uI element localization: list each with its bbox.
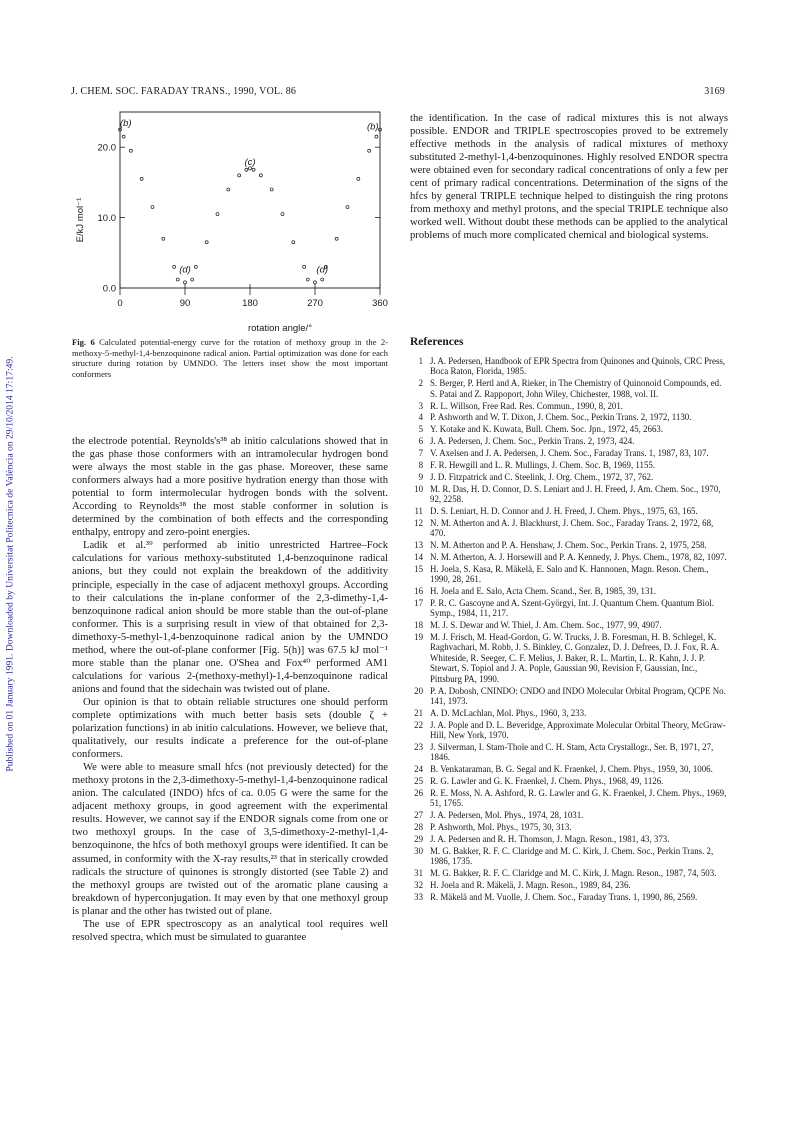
reference-number: 16: [414, 585, 423, 596]
chart-annotations: [120, 118, 379, 275]
data-point: [314, 281, 317, 284]
potential-energy-chart: [72, 110, 392, 335]
reference-number: 31: [414, 868, 423, 879]
reference-item: [410, 880, 728, 890]
data-point: [151, 206, 154, 209]
page-header: [71, 86, 725, 97]
reference-item: [410, 708, 728, 718]
reference-text: J. Silverman, I. Stam-Thole and C. H. Stam, Acta Crystallogr., Ser. B, 1971, 27, 1846.: [430, 742, 714, 763]
reference-text: P. R. C. Gascoyne and A. Szent-Györgyi, Int. J. Quantum Chem. Quantum Biol. Symp., 1984, 11, 217.: [430, 597, 715, 619]
data-point: [357, 177, 360, 180]
reference-text: A. D. McLachlan, Mol. Phys., 1960, 3, 233.: [430, 707, 587, 718]
data-point: [238, 174, 241, 177]
reference-number: 4: [418, 412, 423, 423]
data-point: [346, 206, 349, 209]
reference-item: [410, 846, 728, 867]
y-tick-label: 20.0: [97, 142, 116, 154]
reference-number: 10: [414, 483, 423, 494]
paragraph-2: Ladik et al.³⁹ performed ab initio unrestricted Hartree–Fock calculations for various methoxy-substituted 1,4-benzoquinone radical anions, but they could not explain the breakdown of the additivity principle, especially in the case of adjacent methoxyl groups. According to their calculations the in-plane conformer of the 2,3-dimethy-1,4-benzoquinone radical anion should be more stable than the out-of-plane conformer. This is a surprising result in view of that obtained for 2,3-dimethoxy-5-methyl-1,4-benzoquinone radical anion by the UMNDO method, where the out-of-plane conformer [Fig. 5(h)] was 67.5 kJ mol⁻¹ more stable than the planar one. O'Shea and Fox⁴⁰ performed AM1 calculations for various 2-(methoxy-methyl)-1,4-benzoquinone radical anions and found that the sidechain was twisted out of plane.: [72, 540, 388, 695]
reference-text: P. A. Dobosh, CNINDO: CNDO and INDO Molecular Orbital Program, QCPE No. 141, 1973.: [430, 685, 726, 707]
reference-item: [410, 506, 728, 516]
reference-text: R. E. Moss, N. A. Ashford, R. G. Lawler and G. K. Fraenkel, J. Chem. Phys., 1969, 51, 1765.: [430, 787, 727, 809]
reference-item: [410, 564, 728, 585]
reference-text: J. A. Pedersen, J. Chem. Soc., Perkin Trans. 2, 1973, 424.: [430, 436, 635, 447]
reference-item: [410, 540, 728, 550]
reference-number: 23: [414, 742, 423, 752]
reference-item: [410, 484, 728, 505]
reference-item: [410, 412, 728, 422]
reference-number: 17: [414, 597, 423, 608]
reference-number: 11: [414, 505, 423, 516]
journal-citation: J. CHEM. SOC. FARADAY TRANS., 1990, VOL. 86: [71, 86, 297, 97]
figure-caption: [72, 337, 388, 379]
data-point: [335, 237, 338, 240]
reference-item: [410, 834, 728, 844]
reference-item: [410, 518, 728, 539]
right-column-text: [410, 112, 728, 242]
reference-text: J. A. Pedersen, Mol. Phys., 1974, 28, 1031.: [430, 810, 584, 821]
reference-text: N. M. Atherton and P. A. Henshaw, J. Chem. Soc., Perkin Trans. 2, 1975, 258.: [430, 539, 707, 550]
conformer-label: (d): [179, 264, 191, 276]
reference-text: M. G. Bakker, R. F. C. Claridge and M. C. Kirk, J. Magn. Reson., 1987, 74, 503.: [430, 868, 717, 879]
reference-text: M. J. Frisch, M. Head-Gordon, G. W. Trucks, J. B. Foresman, H. B. Schlegel, K. Raghvachari, M. Robb, J. S. Binkley, C. Gonzalez, D. J. Defrees, D. J. Fox, R. A. Whiteside, R. Seeger, C. F. Melius, J. Baker, R. L. Martin, L. R. Kahn, J. J. P. Stewart, S. Topiol and J. A. Pople, Gaussian 90, Revision F, Gaussian, Inc., Pittsburg PA, 1990.: [430, 631, 720, 684]
reference-number: 14: [414, 551, 423, 562]
chart-ticks: [98, 143, 388, 309]
reference-number: 12: [414, 517, 423, 528]
paragraph-4: We were able to measure small hfcs (not previously detected) for the methoxy protons in the 2,3-dimethoxy-5-methyl-1,4-benzoquinone radical anion. The calculated (INDO) hfcs of ca. 0.05 G were the same for the adjacent methoxy groups, in good agreement with the experimental results. However, we cannot say if the ENDOR signals come from one or two methoxyl groups. In the case of 3,5-dimethoxy-2-methyl-1,4-benzoquinone, the hfcs of both methoxyl groups were identified. It can be assumed, in conformity with the X-ray results,²³ that in sterically crowded radicals the structure of quinones is strongly distorted (see Table 2) and the methoxyl groups are twisted out of the aromatic plane causing a breakdown of hyperconjugation. It may even by that one methoxyl group is planar and the other has twisted out of plane.: [72, 762, 388, 917]
x-tick-label: 0: [117, 298, 123, 309]
page-number: 3169: [704, 86, 725, 97]
reference-item: [410, 810, 728, 820]
reference-number: 6: [418, 436, 423, 447]
download-notice-sidebar: [0, 0, 20, 1129]
data-point: [191, 278, 194, 281]
chart-axes: [120, 112, 380, 288]
reference-item: [410, 448, 728, 458]
reference-number: 7: [418, 447, 423, 458]
conformer-label: (b): [119, 118, 132, 130]
reference-text: S. Berger, P. Hertl and A. Rieker, in The Chemistry of Quinonoid Compounds, ed. S. Patai and Z. Rappoport, John Wiley, Chichester, 1988, vol. II.: [430, 378, 722, 399]
data-point: [227, 188, 230, 191]
reference-number: 27: [414, 810, 423, 821]
reference-text: P. Ashworth and W. T. Dixon, J. Chem. Soc., Perkin Trans. 2, 1972, 1130.: [430, 412, 692, 423]
x-tick-label: 180: [242, 298, 258, 309]
reference-item: [410, 776, 728, 786]
y-tick-label: 0.0: [102, 283, 116, 295]
data-point: [281, 213, 284, 216]
reference-item: [410, 460, 728, 470]
reference-item: [410, 742, 728, 763]
reference-text: M. R. Das, H. D. Connor, D. S. Leniart and J. H. Freed, J. Am. Chem. Soc., 1970, 92, 2258.: [430, 483, 721, 504]
reference-number: 1: [418, 356, 423, 366]
figure-6: [72, 110, 392, 335]
reference-number: 13: [414, 539, 423, 550]
reference-number: 2: [418, 378, 423, 389]
reference-item: [410, 598, 728, 619]
reference-number: 26: [414, 787, 423, 798]
data-point: [368, 149, 371, 152]
reference-text: N. M. Atherton and A. J. Blackhurst, J. Chem. Soc., Faraday Trans. 2, 1972, 68, 470.: [430, 517, 714, 539]
reference-number: 25: [414, 776, 423, 787]
x-tick-label: 360: [372, 298, 388, 309]
paragraph-3: Our opinion is that to obtain reliable structures one should perform complete optimizations with much better basis sets (double ζ + polarization functions) in ab initio calculations. However, we believe that, qualitatively, our results indicate a preference for the out-of-plane conformers.: [72, 696, 388, 761]
reference-number: 22: [414, 719, 423, 730]
reference-number: 33: [414, 891, 423, 902]
reference-item: [410, 472, 728, 482]
data-point: [205, 241, 208, 244]
reference-text: P. Ashworth, Mol. Phys., 1975, 30, 313.: [430, 822, 572, 833]
reference-text: J. A. Pople and D. L. Beveridge, Approximate Molecular Orbital Theory, McGraw-Hill, New York, 1970.: [430, 719, 726, 741]
reference-item: [410, 424, 728, 434]
reference-number: 19: [414, 631, 423, 642]
reference-number: 5: [418, 424, 423, 435]
data-point: [162, 237, 165, 240]
data-point: [176, 278, 179, 281]
reference-text: F. R. Hewgill and L. R. Mullings, J. Chem. Soc. B, 1969, 1155.: [430, 459, 656, 470]
data-point: [122, 135, 125, 138]
reference-text: D. S. Leniart, H. D. Connor and J. H. Freed, J. Chem. Phys., 1975, 63, 165.: [430, 505, 698, 516]
reference-item: [410, 892, 728, 902]
data-point: [321, 278, 324, 281]
reference-number: 30: [414, 845, 423, 856]
data-point: [270, 188, 273, 191]
conclusion-paragraph: the identification. In the case of radical mixtures this is not always possible. ENDOR and TRIPLE spectroscopies proved to be extremely effective methods in the analysis of radical mixtures of methoxy substituted 2-methyl-1,4-benzoquinones. Highly resolved ENDOR spectra were obtained even for secondary radical concentrations of only a few per cent of primary radical concentrations. Determination of the signs of the hfcs by general TRIPLE technique helped to distinguish the ring protons from methoxy and methyl protons, and the special TRIPLE technique also worked well. Without doubt these methods can be applied to the analytical problems of much more complicated chemical and biological systems.: [410, 113, 728, 242]
data-point: [252, 168, 255, 171]
reference-text: R. Mäkelä and M. Vuolle, J. Chem. Soc., Faraday Trans. 1, 1990, 86, 2569.: [430, 891, 698, 902]
reference-text: M. J. S. Dewar and W. Thiel, J. Am. Chem. Soc., 1977, 99, 4907.: [430, 620, 662, 631]
reference-item: [410, 552, 728, 562]
reference-text: N. M. Atherton, A. J. Horsewill and P. A. Kennedy, J. Phys. Chem., 1978, 82, 1097.: [430, 551, 727, 562]
data-point: [194, 265, 197, 268]
reference-item: [410, 620, 728, 630]
references-heading: References: [410, 336, 464, 348]
reference-item: [410, 822, 728, 832]
reference-item: [410, 356, 728, 377]
data-point: [245, 168, 248, 171]
reference-item: [410, 401, 728, 411]
data-point: [140, 177, 143, 180]
reference-number: 9: [418, 471, 423, 482]
reference-item: [410, 686, 728, 707]
reference-text: H. Joela and E. Salo, Acta Chem. Scand., Ser. B, 1985, 39, 131.: [430, 585, 657, 596]
reference-item: [410, 436, 728, 446]
reference-number: 28: [414, 822, 423, 833]
data-point: [303, 265, 306, 268]
chart-points: [119, 128, 382, 284]
caption-text: Calculated potential-energy curve for the rotation of methoxy group in the 2-methoxy-5-methyl-1,4-benzoquinone radical anion. Partial optimization was done for each structure during rotation by UMNDO. The letters inset show the most important conformers: [72, 337, 388, 379]
y-axis-label: E/kJ mol⁻¹: [75, 197, 86, 243]
data-point: [216, 213, 219, 216]
data-point: [184, 281, 187, 284]
download-notice: Published on 01 January 1991. Downloaded by Universitat Politecnica de València on 29/10/2014 17:17:49.: [4, 356, 16, 772]
reference-item: [410, 764, 728, 774]
reference-text: J. A. Pedersen, Handbook of EPR Spectra from Quinones and Quinols, CRC Press, Boca Raton, Florida, 1985.: [430, 356, 726, 377]
data-point: [259, 174, 262, 177]
reference-text: V. Axelsen and J. A. Pedersen, J. Chem. Soc., Faraday Trans. 1, 1987, 83, 107.: [430, 447, 709, 458]
data-point: [292, 241, 295, 244]
reference-text: J. D. Fitzpatrick and C. Steelink, J. Org. Chem., 1972, 37, 762.: [430, 471, 654, 482]
conformer-label: (c): [244, 156, 256, 168]
reference-number: 18: [414, 620, 423, 631]
data-point: [173, 265, 176, 268]
reference-number: 32: [414, 879, 423, 890]
reference-number: 8: [418, 459, 423, 470]
paragraph-1: the electrode potential. Reynolds's³⁸ ab initio calculations showed that in the gas phase those conformers with an intramolecular hydrogen bond were always the most stable in the gas phase. Moreover, these same conformers always had a more positive hydration energy than those with potential to form intermolecular hydrogen bonds with the solvent. According to Reynolds³⁸ the most stable conformer in solution is determined by the combination of both effects and the corresponding enthalpy, entropy and zero-point energies.: [72, 436, 388, 539]
reference-text: Y. Kotake and K. Kuwata, Bull. Chem. Soc. Jpn., 1972, 45, 2663.: [430, 424, 664, 435]
reference-number: 20: [414, 685, 423, 696]
reference-text: M. G. Bakker, R. F. C. Claridge and M. C. Kirk, J. Chem. Soc., Perkin Trans. 2, 1986, 1735.: [430, 845, 714, 867]
reference-number: 29: [414, 833, 423, 844]
references-list: [410, 356, 728, 904]
reference-item: [410, 788, 728, 809]
reference-text: J. A. Pedersen and R. H. Thomson, J. Magn. Reson., 1981, 43, 373.: [430, 833, 670, 844]
x-axis-label: rotation angle/°: [247, 323, 313, 334]
data-point: [375, 135, 378, 138]
data-point: [306, 278, 309, 281]
data-point: [129, 149, 132, 152]
y-tick-label: 10.0: [97, 213, 116, 225]
reference-text: B. Venkataraman, B. G. Segal and K. Fraenkel, J. Chem. Phys., 1959, 30, 1006.: [430, 764, 713, 775]
reference-number: 3: [418, 400, 423, 411]
reference-text: H. Joela and R. Mäkelä, J. Magn. Reson., 1989, 84, 236.: [430, 879, 631, 890]
reference-number: 21: [414, 707, 423, 718]
reference-text: R. G. Lawler and G. K. Fraenkel, J. Chem. Phys., 1968, 49, 1126.: [430, 776, 664, 787]
reference-text: R. L. Willson, Free Rad. Res. Commun., 1990, 8, 201.: [430, 400, 624, 411]
reference-item: [410, 378, 728, 399]
x-tick-label: 270: [307, 298, 323, 309]
conformer-label: (d): [316, 264, 329, 276]
x-tick-label: 90: [179, 298, 191, 309]
caption-label: Fig. 6: [72, 337, 95, 347]
reference-item: [410, 868, 728, 878]
reference-item: [410, 720, 728, 741]
conformer-label: (b): [366, 121, 379, 133]
paragraph-5: The use of EPR spectroscopy as an analytical tool requires well resolved spectra, which must be simulated to guarantee: [72, 918, 388, 943]
left-column: [72, 435, 388, 944]
reference-item: [410, 632, 728, 684]
reference-item: [410, 586, 728, 596]
reference-number: 15: [414, 563, 423, 574]
reference-text: H. Joela, S. Kasa, R. Mäkelä, E. Salo and K. Hannonen, Magn. Reson. Chem., 1990, 28, 261.: [430, 563, 709, 585]
plot-frame: [120, 112, 380, 288]
reference-number: 24: [414, 764, 423, 775]
